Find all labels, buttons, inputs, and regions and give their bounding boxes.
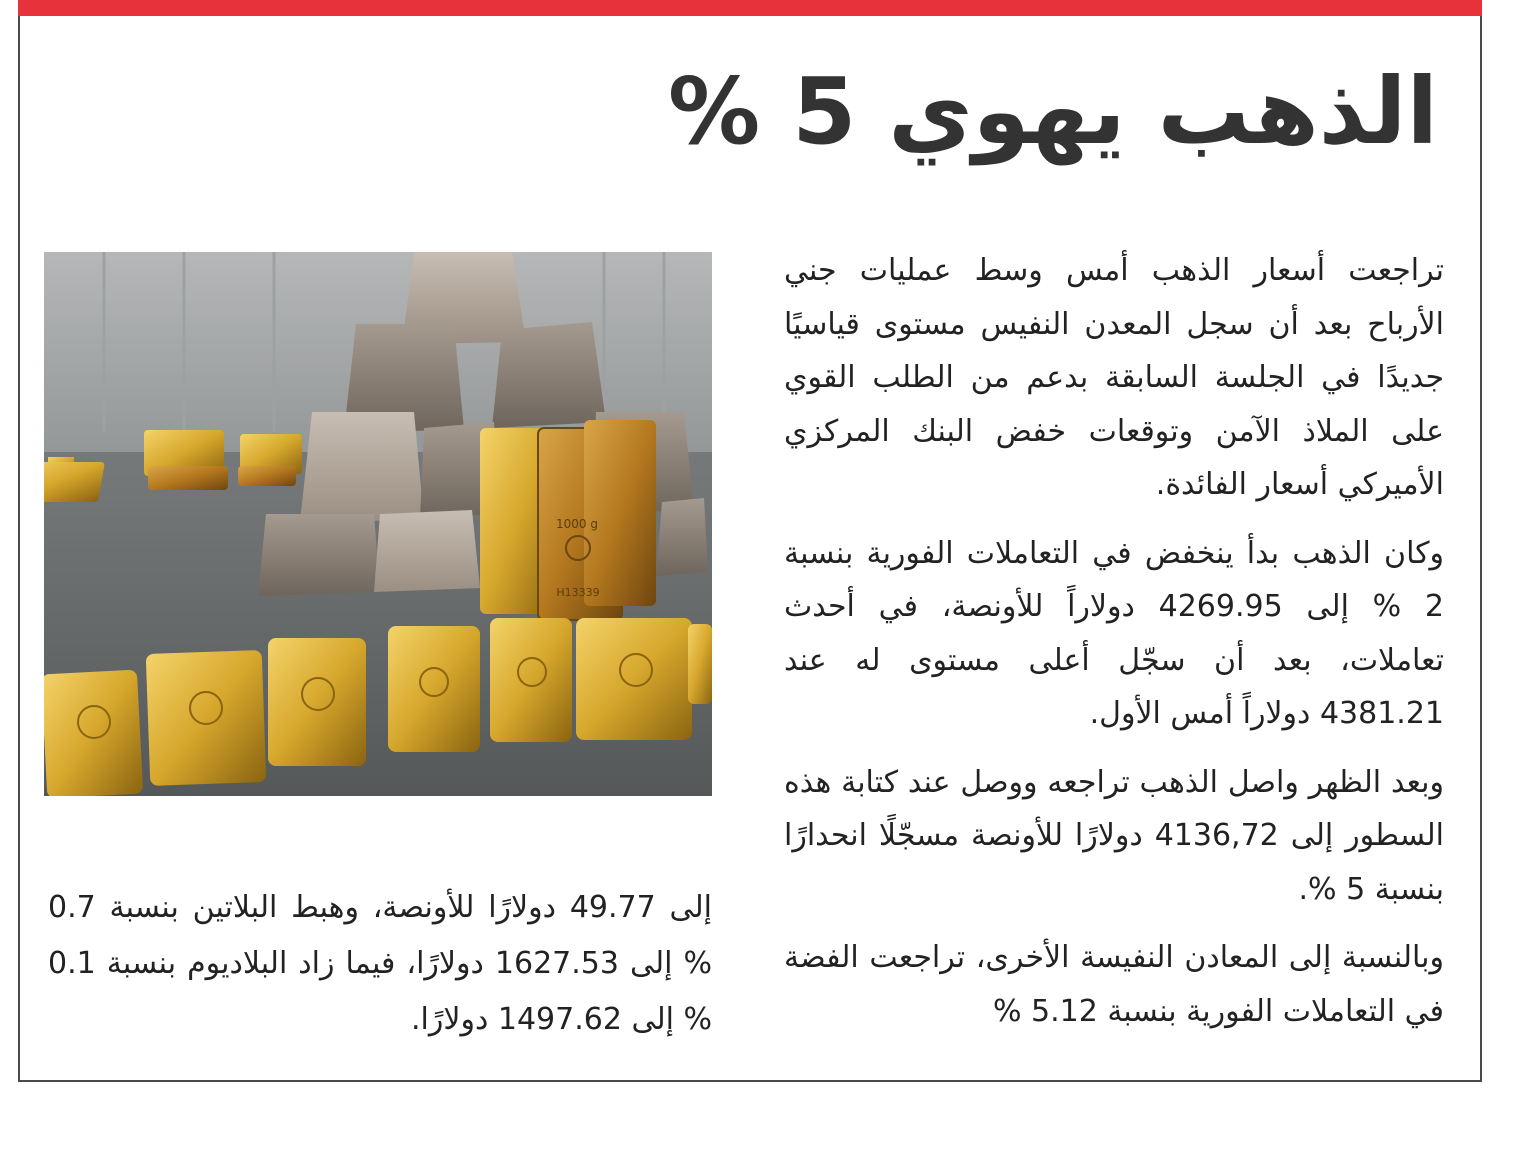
gold-bars-photo	[44, 252, 712, 796]
article-paragraph: وكان الذهب بدأ ينخفض في التعاملات الفورية بنسبة 2 % إلى 4269.95 دولاراً للأونصة، في أحدث تعاملات، بعد أن سجّل أعلى مستوى له عند 4381.21 دولاراً أمس الأول.	[784, 535, 1444, 731]
standing-gold-bars	[480, 420, 656, 620]
bar-weight-label: 1000 g	[556, 517, 598, 531]
article-body-right-column	[784, 244, 1444, 1053]
article-paragraph: وبعد الظهر واصل الذهب تراجعه ووصل عند كتابة هذه السطور إلى 4136,72 دولارًا للأونصة مسجّلًا انحدارًا بنسبة 5 %.	[784, 764, 1445, 907]
article-paragraph: وبالنسبة إلى المعادن النفيسة الأخرى، تراجعت الفضة في التعاملات الفورية بنسبة 5.12 %	[784, 940, 1444, 1029]
article-headline: الذهب يهوي 5 %	[668, 58, 1438, 165]
article-paragraph: إلى 49.77 دولارًا للأونصة، وهبط البلاتين بنسبة 0.7 % إلى 1627.53 دولارًا، فيما زاد البلاديوم بنسبة 0.1 % إلى 1497.62 دولارًا.	[48, 890, 713, 1037]
article-paragraph: تراجعت أسعار الذهب أمس وسط عمليات جني الأرباح بعد أن سجل المعدن النفيس مستوى قياسيًا جديدًا في الجلسة السابقة بدعم من الطلب القوي على الملاذ الآمن وتوقعات خفض البنك المركزي الأميركي أسعار الفائدة.	[784, 253, 1444, 502]
article-body-left-column	[48, 880, 712, 1048]
accent-top-bar	[18, 0, 1482, 16]
bar-serial-label: H13339	[556, 586, 600, 599]
gold-bars-illustration	[44, 252, 712, 796]
